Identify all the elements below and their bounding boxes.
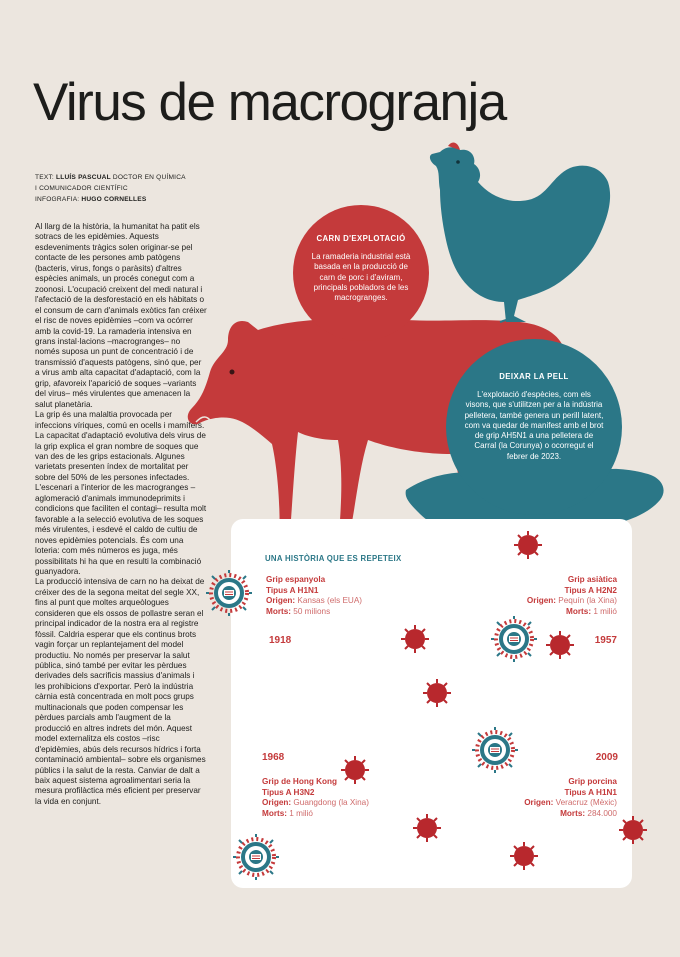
year-2009: 2009: [595, 752, 618, 763]
year-1968: 1968: [262, 752, 285, 763]
article-paragraph: La producció intensiva de carn no ha deixat de créixer des de la segona meitat del segle XX, fins al punt que moltes arqueòlogues consideren que els ossos de pollastre seran el principal indicador de la nostra era al registre fòssil. Caldria esperar que els continus brots vagin forçar un replantejament del model productiu. No només per preservar la salut pública, sinó també per evitar les pèrdues derivades dels sacrificis massius d'animals i les prohibicions d'exportar. Però la indústria càrnia està concentrada en molt pocs grups multinacionals que poden compensar les pèrdues parcials amb l'augment de la producció en altres indrets del món. Aquest model externalitza els costos –risc d'epidèmies, abús dels recursos hídrics i forta contaminació ambiental– sobre els organismes públics i la salut de la resta. Canviar de dalt a baix aquest sistema agroalimentari seria la mesura profilàctica més eficient per preservar la vida en conjunt.: [35, 577, 206, 806]
page-title: Virus de macrogranja: [33, 73, 506, 132]
virus-icon: [423, 679, 451, 707]
article-paragraph: La grip és una malaltia provocada per infeccions víriques, comú en ocells i mamífers. La capacitat d'adaptació evolutiva dels virus de la grip explica el gran nombre de soques que van des de les grips estacionals. Algunes varietats presenten índex de mortalitat per sobre del 50% de les persones infectades. L'escenari a l'interior de les macrogranges –aglomeració d'animals immunodeprimits i condicions que faciliten el contagi– resulta molt favorable a la selecció evolutiva de les soques més virulentes, i esdevé el caldo de cultiu de noves epidèmies potencials. És com una loteria: com més números es juga, més possibilitats hi ha que en resulti la combinació guanyadora.: [35, 410, 207, 576]
virus-icon: [619, 816, 647, 844]
article-paragraph: Al llarg de la història, la humanitat ha patit els sotracs de les epidèmies. Aquests esdeveniments tràgics solen originar-se pel contacte de les persones amb patògens (bacteris, virus, fongs o paràsits) d'altres espècies animals, un procés conegut com a zoonosi. L'ocupació creixent del medi natural i l'afectació de la desforestació en els hàbitats o el consum de carn d'animals exòtics fan créixer el risc de noves epidèmies –com va ocórrer amb la covid-19. La ramaderia intensiva en grans instal·lacions –macrogranges– no només suposa un punt de concentració i de transmissió d'aquests patògens, sinó que, per a virus amb alta capacitat d'adaptació, com la grip, afavoreix l'aparició de soques –variants del virus– més virulentes que amenacen la salut planetària.: [35, 222, 207, 409]
callout-meat-text: La ramaderia industrial està basada en la producció de carn de porc i d'aviram, principals pobladors de les macrogranges.: [311, 252, 411, 303]
year-1918: 1918: [269, 635, 292, 646]
illustrator-name: HUGO CORNELLES: [81, 196, 147, 203]
callout-skin-heading: DEIXAR LA PELL: [499, 372, 569, 381]
author-name: LLUÍS PASCUAL: [55, 174, 111, 181]
callout-meat-heading: CARN D'EXPLOTACIÓ: [316, 234, 406, 243]
pandemic-1968: Grip de Hong Kong Tipus A H3N2 Origen: Guangdong (la Xina) Morts: 1 milió: [262, 777, 369, 818]
virus-icon: [233, 834, 279, 880]
virus-icon: [472, 727, 518, 773]
credits: TEXT: LLUÍS PASCUAL DOCTOR EN QUÍMICA I COMUNICADOR CIENTÍFIC INFOGRAFIA: HUGO CORNELLES: [35, 174, 186, 203]
virus-icon: [413, 814, 441, 842]
virus-icon: [341, 756, 369, 784]
virus-icon: [401, 625, 429, 653]
year-1957: 1957: [594, 635, 617, 646]
pandemic-1918: Grip espanyola Tipus A H1N1 Origen: Kansas (els EUA) Morts: 50 milions: [266, 575, 363, 616]
timeline-title: UNA HISTÒRIA QUE ES REPETEIX: [265, 554, 402, 563]
virus-icon: [491, 616, 537, 662]
virus-icon: [514, 531, 542, 559]
virus-icon: [510, 842, 538, 870]
virus-icon: [546, 631, 574, 659]
pandemic-2009: Grip porcina Tipus A H1N1 Origen: Veracruz (Mèxic) Morts: 284.000: [524, 777, 617, 818]
virus-icon: [206, 570, 252, 616]
callout-skin-text: L'explotació d'espècies, com els visons, que s'utilitzen per a la indústria pelletera, també genera un perill latent, com va quedar de manifest amb el brot de grip AH5N1 a una pelletera de Carral (la Corunya) o ocorregut el febrer de 2023.: [464, 390, 604, 461]
pandemic-1957: Grip asiàtica Tipus A H2N2 Origen: Pequín (la Xina) Morts: 1 milió: [526, 575, 617, 616]
